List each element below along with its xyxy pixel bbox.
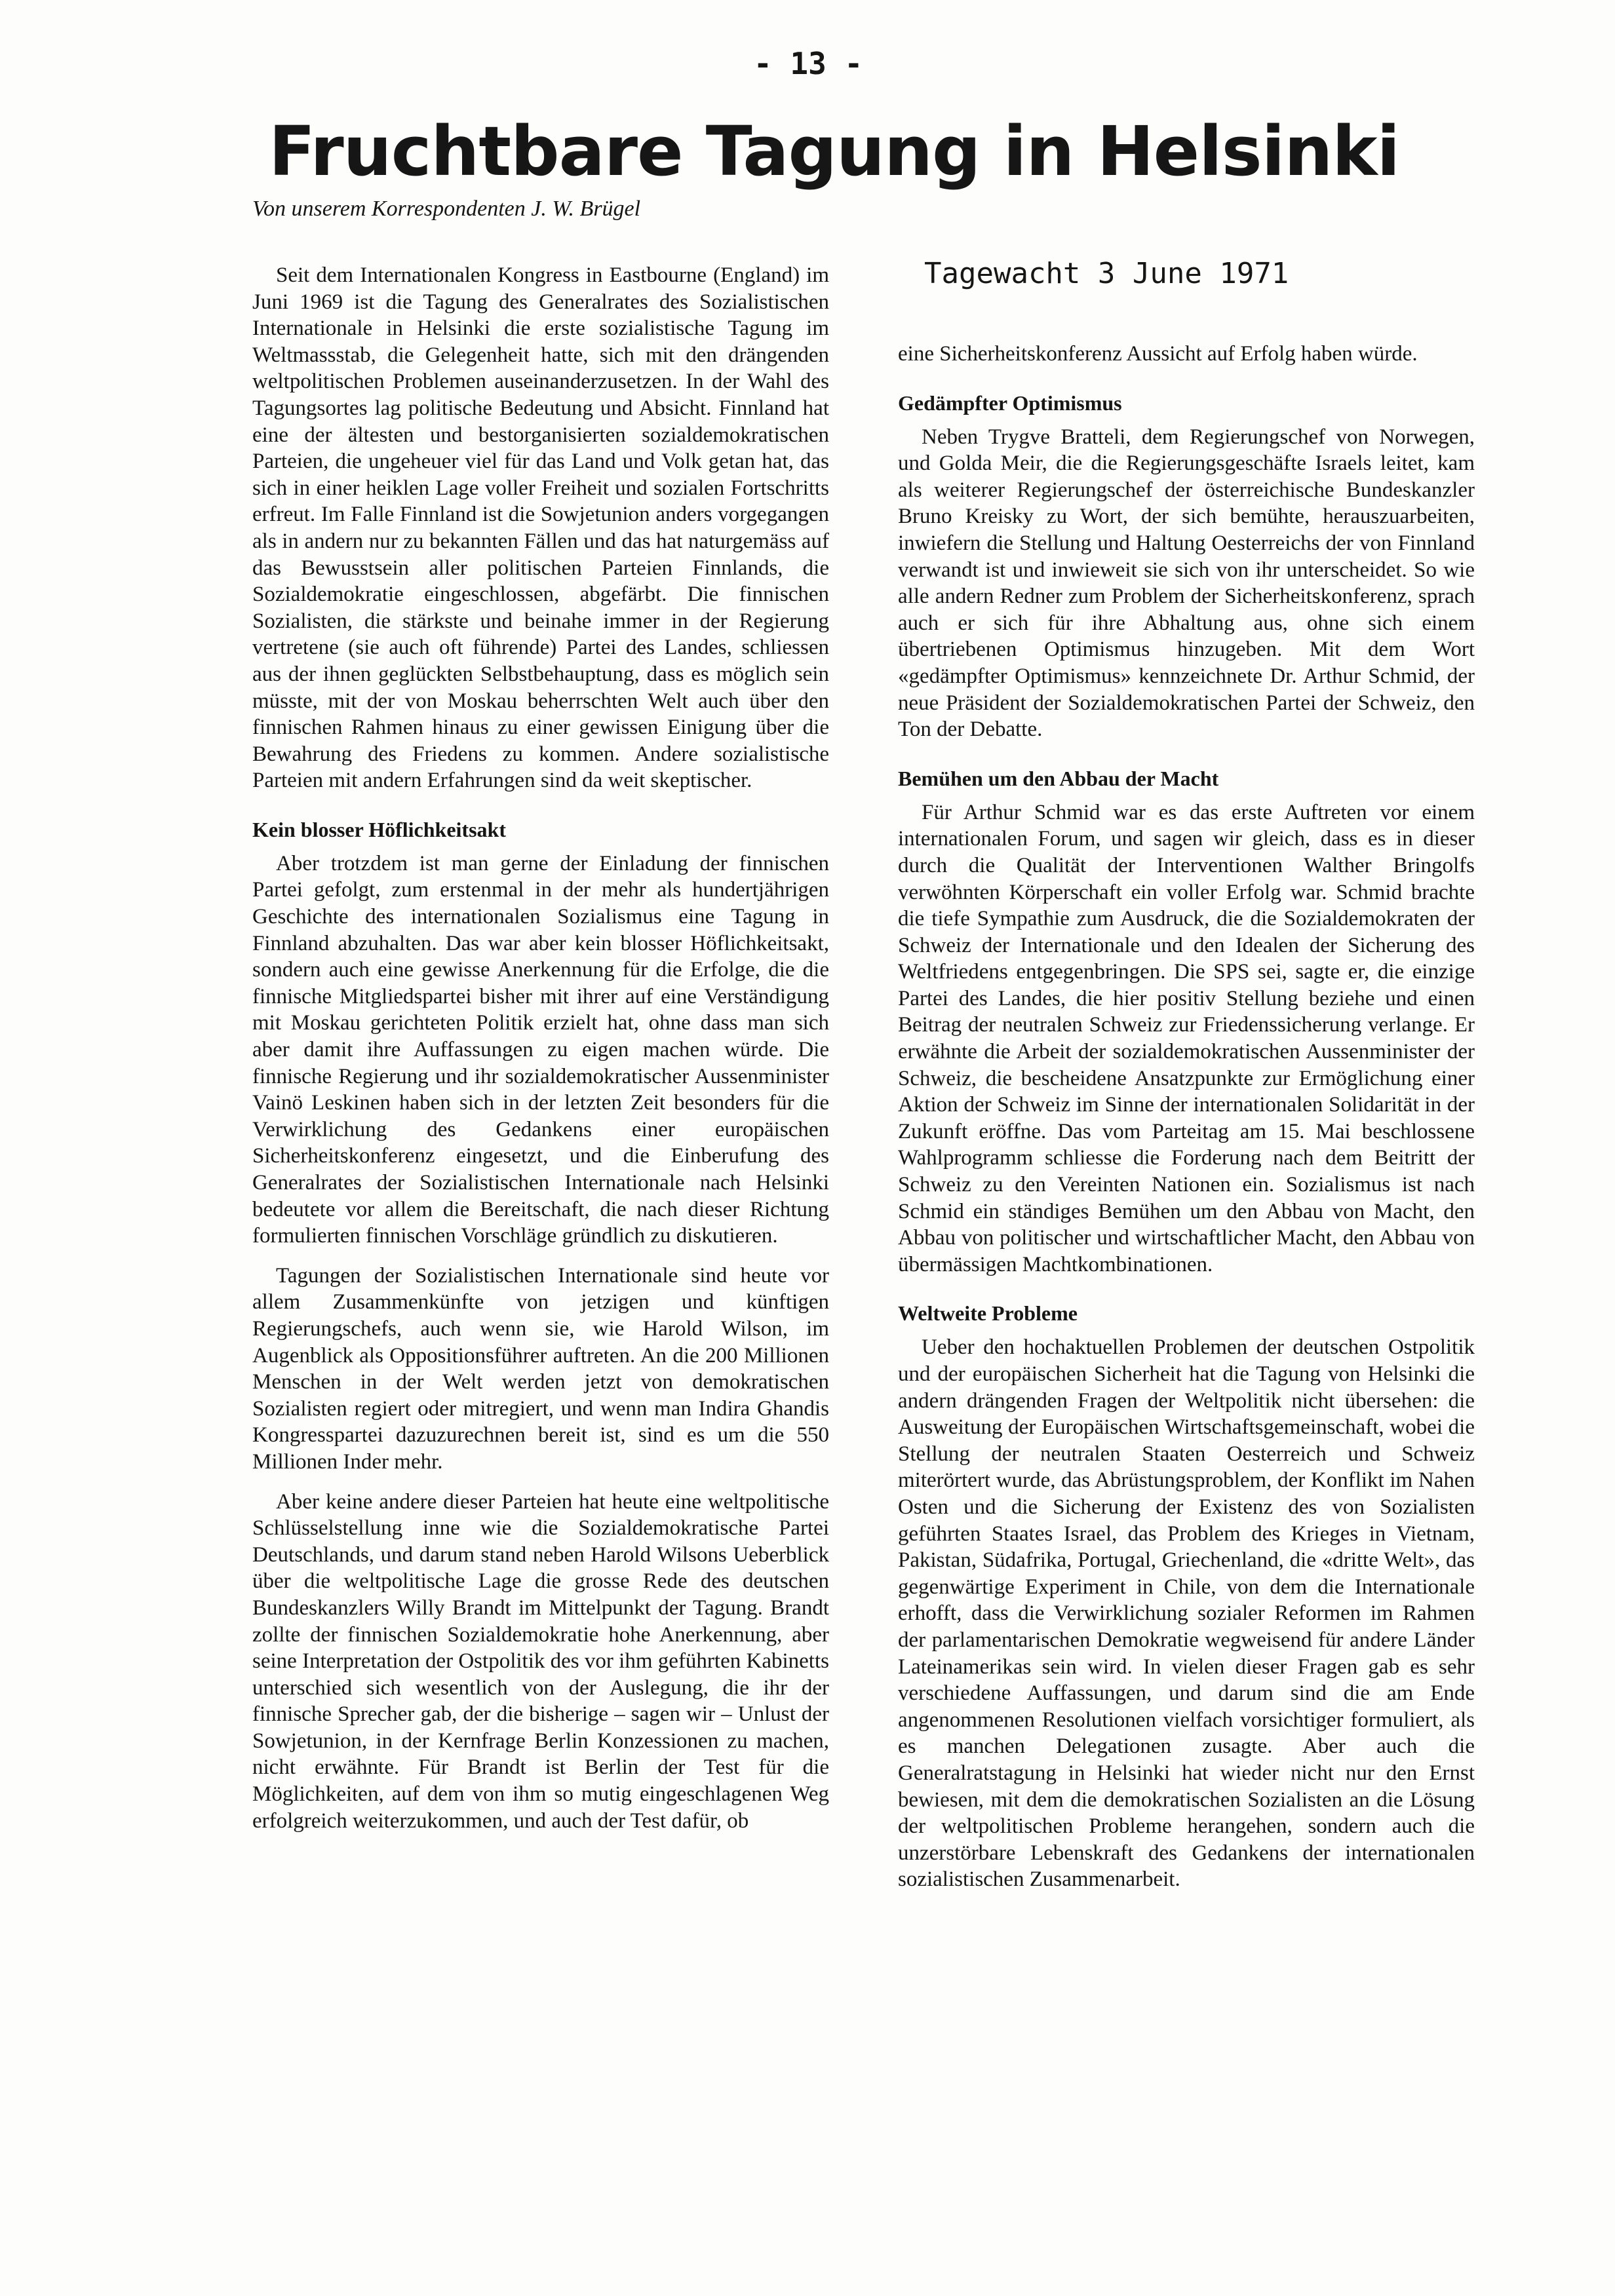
paragraph: Für Arthur Schmid war es das erste Auftreten vor einem internationalen Forum, und sagen wir gleich, dass es in dieser durch die Qualität der Interventionen Walther Bringolfs verwöhnten Körperschaft ein voller Erfolg war. Schmid brachte die tiefe Sympathie zum Ausdruck, die die Sozialdemokraten der Schweiz der Internationale und den Idealen der Sicherung des Weltfriedens entgegenbringen. Die SPS sei, sagte er, die einzige Partei des Landes, die hier positiv Stellung beziehe und einen Beitrag der neutralen Schweiz zur Friedenssicherung verlange. Er erwähnte die Arbeit der sozialdemokratischen Aussenminister der Schweiz, die bescheidene Ansatzpunkte zur Ermöglichung einer Aktion der Schweiz im Sinne der internationalen Solidarität in der Zukunft eröffne. Das vom Parteitag am 15. Mai beschlossene Wahlprogramm schliesse die Forderung nach dem Beitritt der Schweiz zu den Vereinten Nationen ein. Sozialismus ist nach Schmid ein ständiges Bemühen um den Abbau von Macht, den Abbau von politischer und wirtschaftlicher Macht, den Abbau von übermässigen Machtkombinationen.: [898, 800, 1475, 1276]
paragraph: eine Sicherheitskonferenz Aussicht auf Erfolg haben würde.: [898, 342, 1418, 366]
paragraph: Ueber den hochaktuellen Problemen der deutschen Ostpolitik und der europäischen Sicherheit hat die Tagung von Helsinki die andern drängenden Fragen der Weltpolitik nicht übersehen: die Ausweitung der Europäischen Wirtschaftsgemeinschaft, wobei die Stellung der neutralen Staaten Oesterreich und Schweiz miterörtert wurde, das Abrüstungsproblem, der Konflikt im Nahen Osten und die Sicherung der Existenz des von Sozialisten geführten Staates Israel, das Problem des Krieges in Vietnam, Pakistan, Südafrika, Portugal, Griechenland, die «dritte Welt», das gegenwärtige Experiment in Chile, von dem die Internationale erhofft, dass die Verwirklichung sozialer Reformen im Rahmen der parlamentarischen Demokratie wegweisend für andere Länder Lateinamerikas sein wird. In vielen dieser Fragen gab es sehr verschiedene Auffassungen, und darum sind die am Ende angenommenen Resolutionen vielfach vorsichtiger formuliert, als es manchen Delegationen zusagte. Aber auch die Generalratstagung in Helsinki hat wieder nicht nur den Ernst bewiesen, mit dem die demokratischen Sozialisten an die Lösung der weltpolitischen Probleme herangehen, sondern auch die unzerstörbare Lebenskraft des Gedankens der internationalen sozialistischen Zusammenarbeit.: [898, 1335, 1475, 1892]
paragraph: Seit dem Internationalen Kongress in Eastbourne (England) im Juni 1969 ist die Tagung des Generalrates des Sozialistischen Internationale in Helsinki die erste sozialistische Tagung im Weltmassstab, die Gelegenheit hatte, sich mit den drängenden weltpolitischen Problemen auseinanderzusetzen. In der Wahl des Tagungsortes lag politische Bedeutung und Absicht. Finnland hat eine der ältesten und bestorganisierten sozialdemokratischen Parteien, die ungeheuer viel für das Land und Volk getan hat, das sich in einer heiklen Lage voller Freiheit und sozialen Fortschritts erfreut. Im Falle Finnland ist die Sowjetunion anders vorgegangen als in andern nur zu bekannten Fällen und das hat naturgemäss auf das Bewusstsein aller politischen Parteien Finnlands, die Sozialdemokratie eingeschlossen, abgefärbt. Die finnischen Sozialisten, die stärkste und beinahe immer in der Regierung vertretene (sie auch oft führende) Partei des Landes, schliessen aus der ihnen geglückten Selbstbehauptung, dass es möglich sein müsste, mit der von Moskau beherrschten Welt auch über den finnischen Rahmen hinaus zu einer gewissen Einigung über die Bewahrung des Friedens zu kommen. Andere sozialistische Parteien mit andern Erfahrungen sind da weit skeptischer.: [252, 263, 829, 793]
headline: Fruchtbare Tagung in Helsinki: [269, 111, 1400, 191]
section-heading: Kein blosser Höflichkeitsakt: [252, 817, 506, 841]
paragraph: Neben Trygve Bratteli, dem Regierungschef von Norwegen, und Golda Meir, die die Regierungsgeschäfte Israels leitet, kam als weiterer Regierungschef der österreichische Bundeskanzler Bruno Kreisky zu Wort, der sich bemühte, herauszuarbeiten, inwiefern die Stellung und Haltung Oesterreichs der von Finnland verwandt ist und inwieweit sie sich von ihr unterscheidet. So wie alle andern Redner zum Problem der Sicherheitskonferenz, sprach auch er sich für ihre Abhaltung aus, ohne sich einem übertriebenen Optimismus hinzugeben. Mit dem Wort «gedämpfter Optimismus» kennzeichnete Dr. Arthur Schmid, der neue Präsident der Sozialdemokratischen Partei der Schweiz, den Ton der Debatte.: [898, 425, 1475, 742]
page-number: - 13 -: [754, 46, 863, 81]
section-heading: Gedämpfter Optimismus: [898, 391, 1122, 415]
paragraph: Aber keine andere dieser Parteien hat heute eine weltpolitische Schlüsselstellung inne wie die Sozialdemokratische Partei Deutschlands, und darum stand neben Harold Wilsons Ueberblick über die weltpolitische Lage die grosse Rede des deutschen Bundeskanzlers Willy Brandt im Mittelpunkt der Tagung. Brandt zollte der finnischen Sozialdemokratie hohe Anerkennung, aber seine Interpretation der Ostpolitik des vor ihm geführten Kabinetts unterschied sich wesentlich von der Auslegung, die ihr der finnische Sprecher gab, der die bisherige – sagen wir – Unlust der Sowjetunion, in der Kernfrage Berlin Konzessionen zu machen, nicht erwähnte. Für Brandt ist Berlin der Test für die Möglichkeiten, auf dem von ihm so mutig eingeschlagenen Weg erfolgreich weiterzukommen, und auch der Test dafür, ob: [252, 1489, 829, 1833]
source-date-stamp: Tagewacht 3 June 1971: [924, 257, 1289, 290]
left-column: [252, 262, 829, 1834]
right-column: [898, 341, 1475, 1893]
paragraph: Aber trotzdem ist man gerne der Einladung der finnischen Partei gefolgt, zum erstenmal in der mehr als hundertjährigen Geschichte des internationalen Sozialismus eine Tagung in Finnland abzuhalten. Das war aber kein blosser Höflichkeitsakt, sondern auch eine gewisse Anerkennung für die Erfolge, die die finnische Mitgliedspartei bisher mit ihrer auf eine Verständigung mit Moskau gerichteten Politik erzielt hat, ohne dass man sich aber damit ihre Auffassungen zu eigen machen würde. Die finnische Regierung und ihr sozialdemokratischer Aussenminister Vainö Leskinen haben sich in der letzten Zeit besonders für die Verwirklichung des Gedankens einer europäischen Sicherheitskonferenz eingesetzt, und die Einberufung des Generalrates der Sozialistischen Internationale nach Helsinki bedeutete vor allem die Bereitschaft, die nach dieser Richtung formulierten finnischen Vorschläge gründlich zu diskutieren.: [252, 851, 829, 1248]
paragraph: Tagungen der Sozialistischen Internationale sind heute vor allem Zusammenkünfte von jetzigen und künftigen Regierungschefs, auch wenn sie, wie Harold Wilson, im Augenblick als Oppositionsführer auftreten. An die 200 Millionen Menschen in der Welt werden jetzt von demokratischen Sozialisten regiert oder mitregiert, und wenn man Indira Ghandis Kongresspartei dazuzurechnen bereit ist, sind es um die 550 Millionen Inder mehr.: [252, 1263, 829, 1474]
section-heading: Bemühen um den Abbau der Macht: [898, 766, 1219, 790]
section-heading: Weltweite Probleme: [898, 1301, 1078, 1326]
byline: Von unserem Korrespondenten J. W. Brügel: [252, 197, 641, 221]
